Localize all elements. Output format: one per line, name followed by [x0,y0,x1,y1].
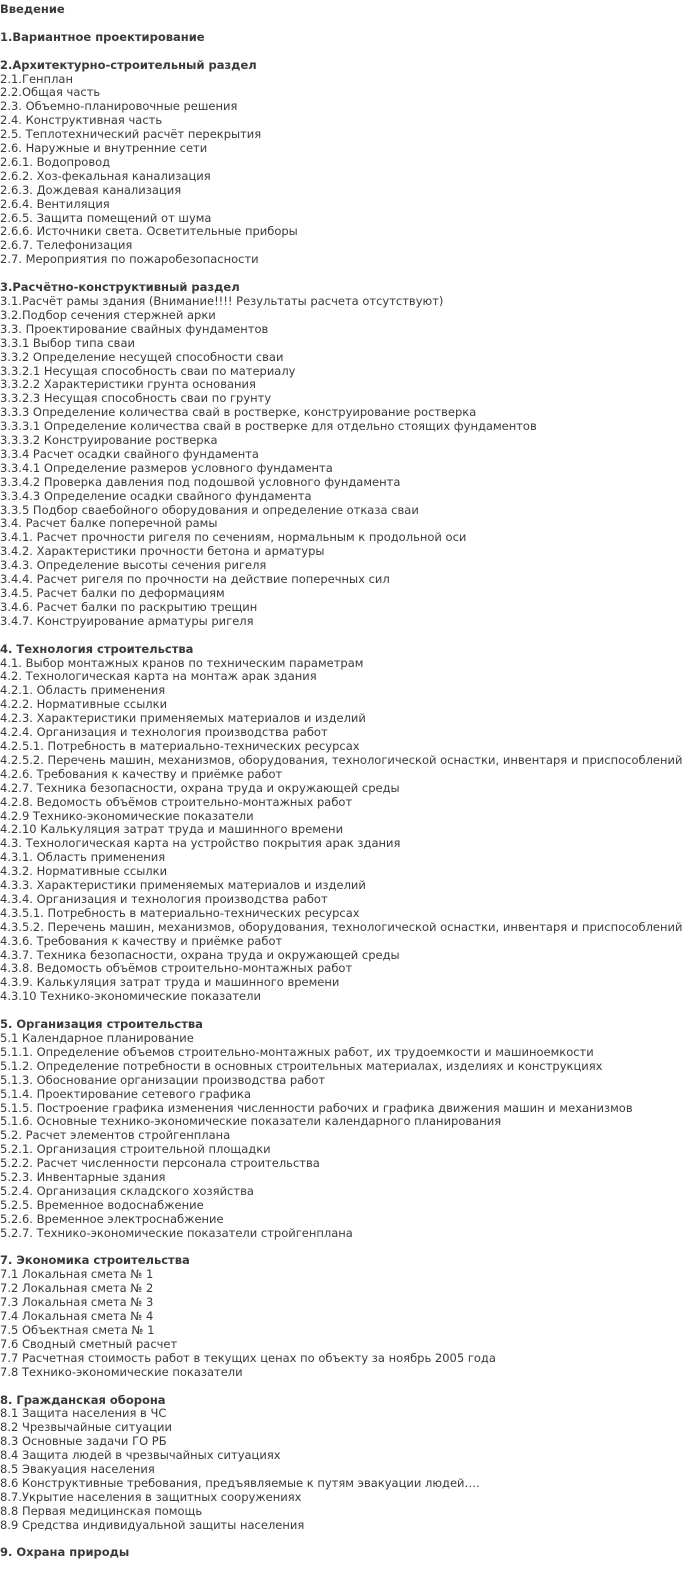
section-spacer [0,1004,700,1018]
toc-entry: 3.3.3 Определение количества свай в ростверке, конструирование ростверка [0,405,477,420]
toc-entry: 3.4.7. Конструирование арматуры ригеля [0,613,254,628]
toc-entry: 2.6.4. Вентиляция [0,196,110,211]
toc-entry: 3.4.3. Определение высоты сечения ригеля [0,558,267,573]
toc-entry: 8.1 Защита населения в ЧС [0,1406,167,1421]
toc-entry: 7.8 Технико-экономические показатели [0,1364,243,1379]
section-spacer [0,629,700,643]
toc-entry: 4.2.9 Технико-экономические показатели [0,808,254,823]
toc-entry: 3.3.5 Подбор сваебойного оборудования и определение отказа сваи [0,502,419,517]
toc-entry: 4.3.1. Область применения [0,850,166,865]
toc-entry: 2.1.Генплан [0,71,73,86]
toc-entry: 4.3.10 Технико-экономические показатели [0,989,261,1004]
toc-entry: 5.2.5. Временное водоснабжение [0,1197,204,1212]
toc-entry: 4.3.6. Требования к качеству и приёмке работ [0,933,283,948]
toc-entry: 3.4.2. Характеристики прочности бетона и арматуры [0,544,325,559]
toc-entry: 5.1.5. Построение графика изменения численности рабочих и графика движения машин и механизмов [0,1100,633,1115]
toc-entry: 5.2.7. Технико-экономические показатели стройгенплана [0,1225,353,1240]
toc-entry: 3.4.6. Расчет балки по раскрытию трещин [0,599,258,614]
toc-entry: 7.5 Объектная смета № 1 [0,1323,155,1337]
toc-entry: 7.3 Локальная смета № 3 [0,1295,154,1310]
toc-entry: 4.2. Технологическая карта на монтаж арак здания [0,669,317,684]
toc-entry: 5.1.4. Проектирование сетевого графика [0,1086,252,1101]
toc-entry: 4.3.9. Калькуляция затрат труда и машинного времени [0,975,340,990]
toc-entry: 4.3. Технологическая карта на устройство покрытия арак здания [0,836,401,851]
toc-entry: 2.6.7. Телефонизация [0,238,133,253]
toc-entry: 5.2.2. Расчет численности персонала строительства [0,1156,320,1171]
toc-entry: 4.2.2. Нормативные ссылки [0,697,168,712]
toc-entry: 4.2.1. Область применения [0,683,166,698]
toc-entry: 4.1. Выбор монтажных кранов по техническим параметрам [0,655,364,670]
toc-entry: 5.2.3. Инвентарные здания [0,1170,166,1185]
toc-entry: 4.2.10 Калькуляция затрат труда и машинного времени [0,822,344,837]
toc-entry: 4.2.3. Характеристики применяемых материалов и изделий [0,711,366,726]
toc-entry: 4.3.5.2. Перечень машин, механизмов, оборудования, технологической оснастки, инвентаря и приспособлений [0,919,683,934]
toc-entry: 5.2.1. Организация строительной площадки [0,1142,271,1157]
toc-entry: 5.2.4. Организация складского хозяйства [0,1183,254,1198]
toc-entry: 2.6. Наружные и внутренние сети [0,141,208,156]
toc-entry: 7.6 Сводный сметный расчет [0,1336,178,1351]
section-heading: 8. Гражданская оборона [0,1392,166,1407]
toc-entry: 3.4.4. Расчет ригеля по прочности на действие поперечных сил [0,572,390,587]
toc-entry: 7.2 Локальная смета № 2 [0,1281,154,1296]
section-heading: 3.Расчётно-конструктивный раздел [0,280,240,295]
section-heading: 5. Организация строительства [0,1017,203,1032]
toc-entry: 3.3.2 Определение несущей способности сваи [0,349,284,364]
toc-entry: 4.2.6. Требования к качеству и приёмке работ [0,766,283,781]
section-heading: Введение [0,2,65,16]
toc-entry: 3.4.1. Расчет прочности ригеля по сечениям, нормальным к продольной оси [0,530,467,545]
toc-entry: 3.4. Расчет балке поперечной рамы [0,516,218,531]
section-spacer [0,1533,700,1547]
toc-entry: 5.1.1. Определение объемов строительно-монтажных работ, их трудоемкости и машиноемкости [0,1044,594,1059]
section-heading: 9. Охрана природы [0,1545,130,1560]
section-spacer [0,1380,700,1394]
toc-entry: 8.3 Основные задачи ГО РБ [0,1434,167,1449]
toc-entry: 2.6.5. Защита помещений от шума [0,210,212,225]
toc-entry: 3.1.Расчёт рамы здания (Внимание!!!! Результаты расчета отсутствуют) [0,293,444,308]
toc-entry: 3.3. Проектирование свайных фундаментов [0,321,269,336]
toc-entry: 4.3.2. Нормативные ссылки [0,864,168,879]
section-heading: 1.Вариантное проектирование [0,29,205,44]
toc-entry: 7.7 Расчетная стоимость работ в текущих ценах по объекту за ноябрь 2005 года [0,1350,496,1365]
section-heading: 4. Технология строительства [0,641,194,656]
toc-entry: 5.1 Календарное планирование [0,1030,194,1045]
table-of-contents [0,3,700,1560]
toc-entry: 5.2.6. Временное электроснабжение [0,1211,224,1226]
toc-entry: 3.3.3.2 Конструирование ростверка [0,433,218,448]
toc-entry: 3.3.3.1 Определение количества свай в ростверке для отдельно стоящих фундаментов [0,419,537,434]
toc-entry: 4.2.5.2. Перечень машин, механизмов, оборудования, технологической оснастки, инвентаря и приспособлений [0,752,683,767]
toc-entry: 8.9 Средства индивидуальной защиты населения [0,1517,305,1532]
toc-entry: 3.3.2.1 Несущая способность сваи по материалу [0,363,296,378]
toc-entry: 8.6 Конструктивные требования, предъявляемые к путям эвакуации людей…. [0,1475,480,1490]
toc-entry: 5.2. Расчет элементов стройгенплана [0,1128,231,1143]
toc-entry: 2.2.Общая часть [0,85,101,100]
toc-entry: 2.3. Объемно-планировочные решения [0,99,238,114]
toc-entry: 5.1.6. Основные технико-экономические показатели календарного планирования [0,1114,502,1129]
toc-entry: 3.3.2.2 Характеристики грунта основания [0,377,256,392]
toc-entry: 3.3.2.3 Несущая способность сваи по грунту [0,391,272,406]
toc-entry: 3.3.4.1 Определение размеров условного фундамента [0,460,333,475]
toc-entry: 4.3.5.1. Потребность в материально-технических ресурсах [0,905,360,920]
toc-entry: 5.1.2. Определение потребности в основных строительных материалах, изделиях и конструкциях [0,1058,603,1073]
toc-entry: 8.2 Чрезвычайные ситуации [0,1420,172,1435]
toc-entry: 4.2.8. Ведомость объёмов строительно-монтажных работ [0,794,353,809]
toc-entry: 8.8 Первая медицинская помощь [0,1503,203,1518]
section-spacer [0,267,700,281]
toc-entry: 2.5. Теплотехнический расчёт перекрытия [0,127,262,142]
toc-entry: 8.4 Защита людей в чрезвычайных ситуациях [0,1448,281,1463]
section-spacer [0,45,700,59]
toc-entry: 4.2.5.1. Потребность в материально-технических ресурсах [0,738,360,753]
toc-entry: 7.4 Локальная смета № 4 [0,1309,154,1324]
toc-entry: 2.6.1. Водопровод [0,154,111,169]
toc-entry: 4.3.7. Техника безопасности, охрана труда и окружающей среды [0,947,400,962]
section-heading: 2.Архитектурно-строительный раздел [0,57,257,72]
toc-entry: 2.4. Конструктивная часть [0,113,163,128]
toc-entry: 2.6.6. Источники света. Осветительные приборы [0,224,298,239]
toc-entry: 3.3.4 Расчет осадки свайного фундамента [0,446,259,461]
toc-entry: 8.7.Укрытие населения в защитных сооружениях [0,1489,302,1504]
toc-entry: 3.3.4.3 Определение осадки свайного фундамента [0,488,312,503]
toc-entry: 4.3.8. Ведомость объёмов строительно-монтажных работ [0,961,353,976]
toc-entry: 3.3.4.2 Проверка давления под подошвой условного фундамента [0,474,401,489]
section-spacer [0,17,700,31]
toc-entry: 4.2.4. Организация и технология производства работ [0,725,328,740]
toc-entry: 7.1 Локальная смета № 1 [0,1267,154,1282]
toc-entry: 5.1.3. Обоснование организации производства работ [0,1072,326,1087]
toc-entry: 4.3.4. Организация и технология производства работ [0,891,328,906]
toc-entry: 3.3.1 Выбор типа сваи [0,335,135,350]
toc-entry: 8.5 Эвакуация населения [0,1462,155,1477]
toc-entry: 2.6.3. Дождевая канализация [0,182,182,197]
toc-entry: 4.3.3. Характеристики применяемых материалов и изделий [0,878,366,893]
toc-entry: 2.7. Мероприятия по пожаробезопасности [0,252,259,267]
toc-entry: 2.6.2. Хоз-фекальная канализация [0,168,211,183]
section-heading: 7. Экономика строительства [0,1253,190,1268]
toc-entry: 3.2.Подбор сечения стержней арки [0,307,216,322]
section-spacer [0,1241,700,1255]
toc-entry: 3.4.5. Расчет балки по деформациям [0,586,225,601]
toc-entry: 4.2.7. Техника безопасности, охрана труда и окружающей среды [0,780,400,795]
